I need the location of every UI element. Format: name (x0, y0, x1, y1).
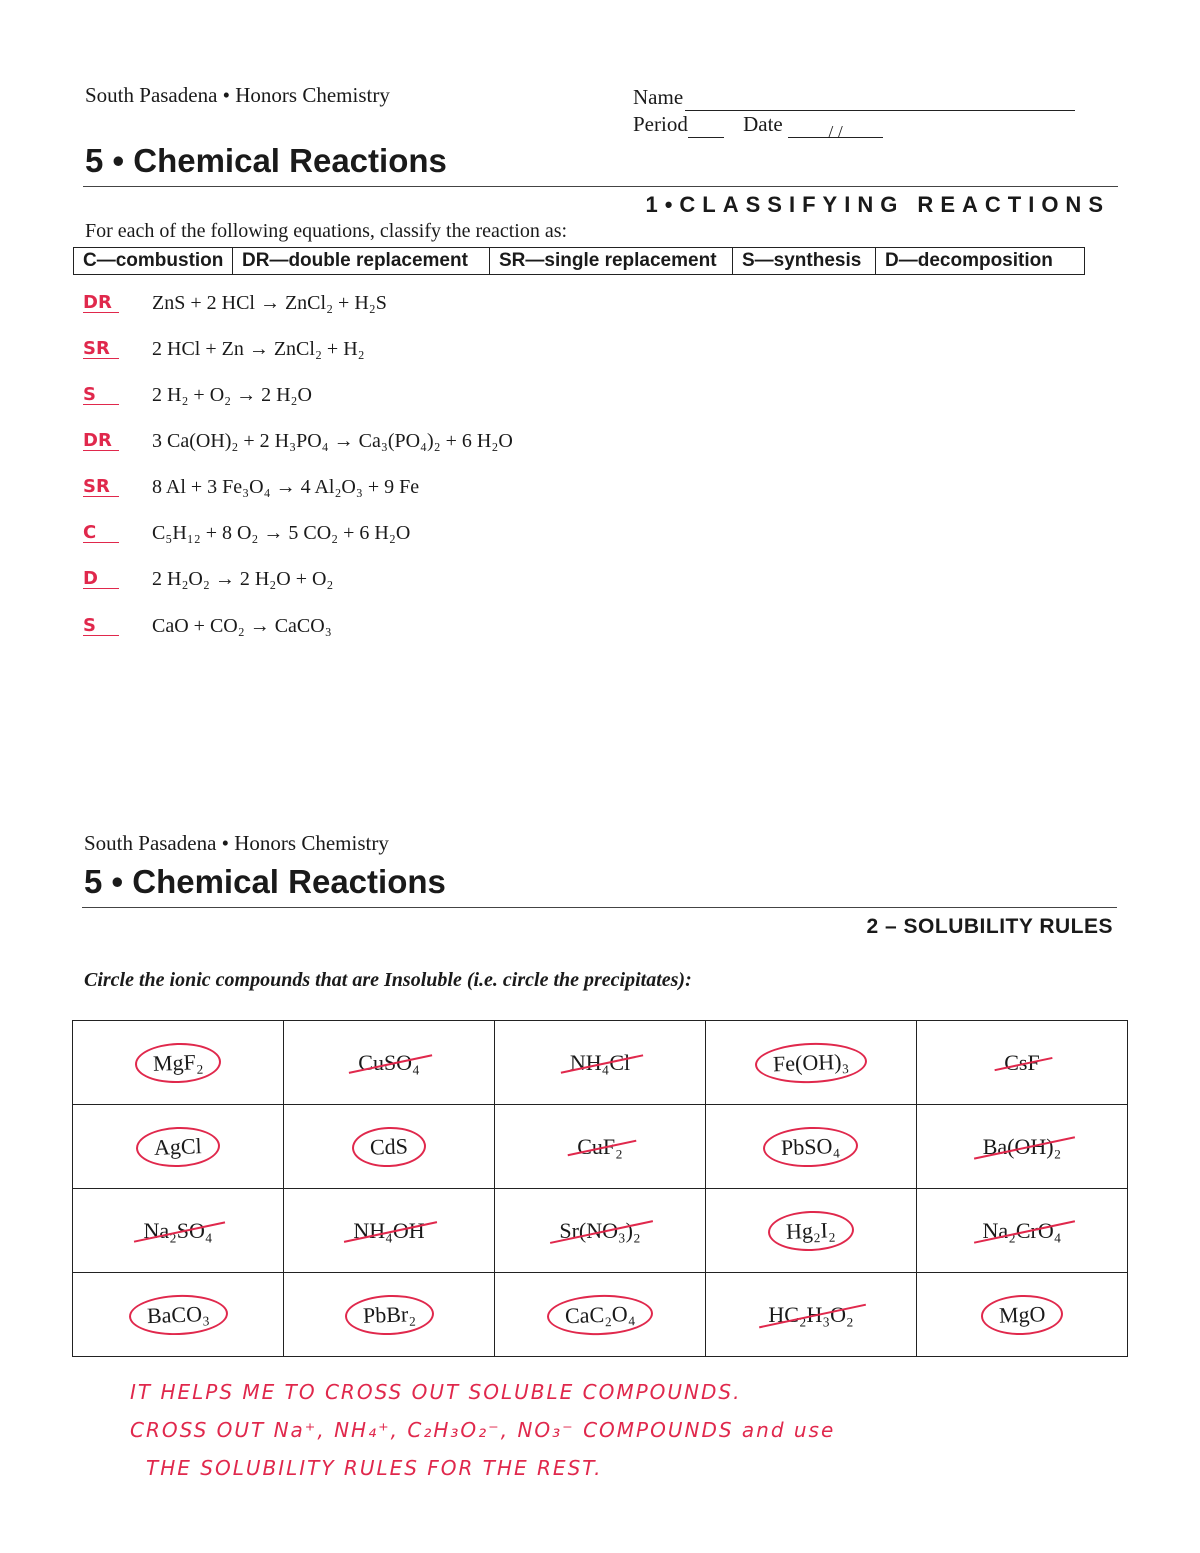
circled-compound: MgF₂ (134, 1041, 222, 1084)
page-title: 5 • Chemical Reactions (85, 142, 447, 179)
table-cell[interactable] (495, 1189, 706, 1273)
circled-compound: MgO (980, 1293, 1064, 1336)
answer-field[interactable]: SR (83, 478, 119, 497)
table-row (73, 1021, 1128, 1105)
table-cell[interactable] (495, 1273, 706, 1357)
answer-field[interactable]: C (83, 524, 119, 543)
circled-compound: PbSO₄ (763, 1125, 859, 1168)
answer-field[interactable]: SR (83, 340, 119, 359)
answer-field[interactable]: DR (83, 432, 119, 451)
table-cell[interactable] (917, 1021, 1128, 1105)
table-cell[interactable] (495, 1021, 706, 1105)
student-info-block (633, 84, 1075, 142)
equation-row (83, 380, 312, 410)
table-row (73, 1189, 1128, 1273)
table-cell[interactable] (284, 1189, 495, 1273)
table-cell[interactable] (73, 1021, 284, 1105)
section-heading: 1•CLASSIFYING REACTIONS (645, 192, 1110, 217)
answer-field[interactable]: DR (83, 294, 119, 313)
table-row (73, 1105, 1128, 1189)
circled-compound: CdS (351, 1125, 426, 1168)
crossed-compound: CsF (1000, 1048, 1043, 1078)
table-cell[interactable] (706, 1105, 917, 1189)
crossed-compound: Ba(OH)₂ (979, 1132, 1066, 1162)
crossed-compound: CuSO₄ (354, 1048, 423, 1078)
equation-text: 2 H₂ + O₂ → 2 H₂O (152, 383, 312, 406)
circled-compound: AgCl (135, 1125, 220, 1168)
equation-text: 8 Al + 3 Fe₃O₄ → 4 Al₂O₃ + 9 Fe (152, 475, 420, 498)
equation-text: CaO + CO₂ → CaCO₃ (152, 614, 332, 637)
crossed-compound: HC₂H₃O₂ (764, 1300, 857, 1330)
answer-field[interactable]: S (83, 386, 119, 405)
note-line: THE SOLUBILITY RULES FOR THE REST. (146, 1456, 603, 1480)
table-cell[interactable] (284, 1021, 495, 1105)
school-header: South Pasadena • Honors Chemistry (85, 83, 390, 107)
circled-compound: Fe(OH)₃ (754, 1041, 867, 1085)
equation-text: C₅H₁₂ + 8 O₂ → 5 CO₂ + 6 H₂O (152, 521, 411, 544)
handwritten-note (130, 1373, 835, 1487)
title-divider (83, 186, 1118, 187)
table-cell[interactable] (284, 1273, 495, 1357)
name-label: Name (633, 85, 684, 109)
solubility-table (72, 1020, 1128, 1357)
circled-compound: Hg₂I₂ (768, 1209, 855, 1252)
table-cell[interactable] (917, 1189, 1128, 1273)
school-header: South Pasadena • Honors Chemistry (84, 831, 389, 855)
date-field[interactable]: / / (788, 119, 883, 138)
equation-text: 2 HCl + Zn → ZnCl₂ + H₂ (152, 337, 365, 360)
equation-row (83, 472, 419, 502)
crossed-compound: NH₄OH (349, 1216, 428, 1246)
equation-row (83, 334, 365, 364)
equation-row (83, 288, 387, 318)
date-label: Date (743, 112, 783, 136)
circled-compound: CaC₂O₄ (546, 1293, 654, 1337)
equation-row (83, 518, 410, 548)
equation-row (83, 611, 332, 641)
period-field[interactable] (688, 119, 724, 138)
answer-field[interactable]: S (83, 617, 119, 636)
legend-decomposition: D—decomposition (885, 250, 1053, 271)
title-divider (82, 907, 1117, 908)
equation-text: 2 H₂O₂ → 2 H₂O + O₂ (152, 567, 334, 590)
answer-field[interactable]: D (83, 570, 119, 589)
equation-row (83, 564, 333, 594)
crossed-compound: Sr(NO₃)₂ (555, 1216, 644, 1246)
table-cell[interactable] (495, 1105, 706, 1189)
instructions: For each of the following equations, classify the reaction as: (85, 220, 568, 242)
page-title: 5 • Chemical Reactions (84, 863, 446, 900)
equation-row (83, 426, 513, 456)
table-cell[interactable] (73, 1189, 284, 1273)
crossed-compound: NH₄Cl (566, 1048, 634, 1078)
table-cell[interactable] (917, 1105, 1128, 1189)
equation-text: 3 Ca(OH)₂ + 2 H₃PO₄ → Ca₃(PO₄)₂ + 6 H₂O (152, 429, 513, 452)
legend-synthesis: S—synthesis (733, 248, 876, 274)
table-cell[interactable] (73, 1273, 284, 1357)
classification-legend (73, 247, 1085, 275)
legend-combustion: C—combustion (74, 248, 233, 274)
table-row (73, 1273, 1128, 1357)
period-label: Period (633, 112, 688, 136)
crossed-compound: Na₂CrO₄ (979, 1216, 1066, 1246)
table-cell[interactable] (284, 1105, 495, 1189)
table-cell[interactable] (917, 1273, 1128, 1357)
circled-compound: BaCO₃ (128, 1293, 228, 1336)
circled-compound: PbBr₂ (344, 1293, 434, 1336)
crossed-compound: CuF₂ (573, 1132, 627, 1162)
legend-single-replacement: SR—single replacement (490, 248, 733, 274)
equation-text: ZnS + 2 HCl → ZnCl₂ + H₂S (152, 291, 387, 314)
table-cell[interactable] (706, 1189, 917, 1273)
table-cell[interactable] (73, 1105, 284, 1189)
section-heading: 2 – SOLUBILITY RULES (866, 915, 1113, 938)
table-cell[interactable] (706, 1021, 917, 1105)
table-cell[interactable] (706, 1273, 917, 1357)
note-line: CROSS OUT Na⁺, NH₄⁺, C₂H₃O₂⁻, NO₃⁻ COMPOUNDS and use (130, 1418, 836, 1442)
name-field[interactable] (685, 90, 1075, 111)
note-line: IT HELPS ME TO CROSS OUT SOLUBLE COMPOUNDS. (130, 1380, 742, 1404)
legend-double-replacement: DR—double replacement (233, 248, 490, 274)
instructions: Circle the ionic compounds that are Insoluble (i.e. circle the precipitates): (84, 969, 692, 991)
crossed-compound: Na₂SO₄ (139, 1216, 216, 1246)
